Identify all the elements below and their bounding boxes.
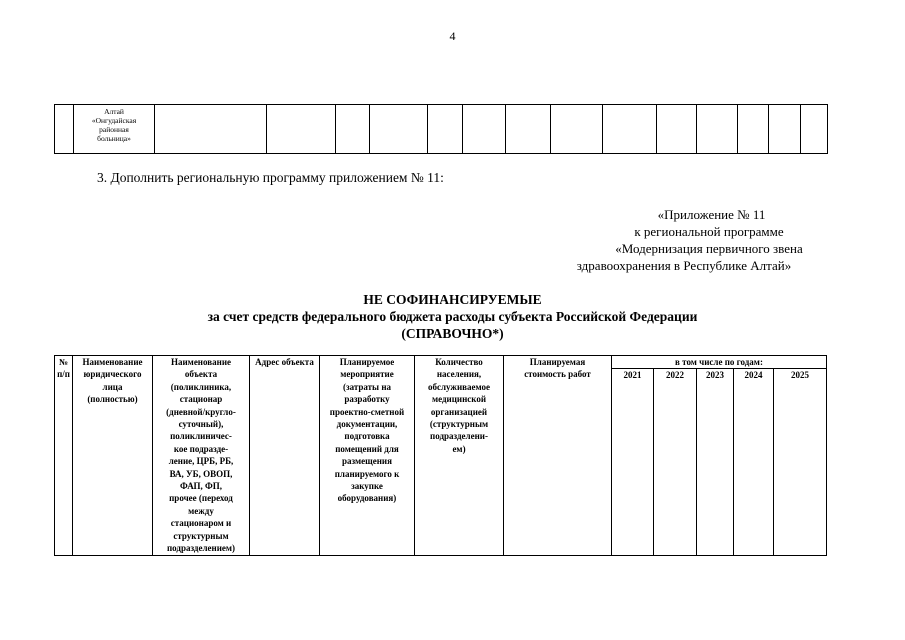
table-cell [769,105,801,154]
table-cell [463,105,506,154]
table-cell [336,105,370,154]
name-line: «Онгудайская [91,116,137,125]
col-header-object-name: Наименование объекта (поликлиника, стационар (дневной/кругло- суточный), поликлиничес- кое подразде- ление, ЦРБ, РБ, ВА, УБ, ОВОП, ФАП, ФП, прочее (переход между стационаром и структурным подразделением) [153,356,250,556]
col-header-by-years: в том числе по годам: [612,356,827,369]
page-number: 4 [449,29,456,43]
table-cell [697,105,738,154]
col-header-legal-entity: Наименование юридического лица (полностью) [73,356,153,556]
col-header-year: 2021 [612,369,654,555]
organization-name-cell [74,105,155,154]
col-header-planned-cost: Планируемая стоимость работ [504,356,612,556]
table-cell [155,105,267,154]
table-cell [370,105,428,154]
col-header-population: Количество населения, обслуживаемое медицинской организацией (структурным подразделени- ем) [415,356,504,556]
table-cell [551,105,603,154]
previous-appendix-table [54,104,828,154]
col-header-year: 2022 [654,369,697,555]
appendix-program-name: «Модернизация первичного звена [615,241,803,256]
table-header-row [55,356,827,369]
name-line: районная [99,125,129,134]
table-cell [506,105,551,154]
table-cell [801,105,828,154]
col-header-planned-measure: Планируемое мероприятие (затраты на разработку проектно-сметной документации, подготовка помещений для размещения планируемого к закупке оборудования) [320,356,415,556]
appendix-title: «Приложение № 11 [657,207,766,222]
appendix-header [524,206,844,274]
col-header-year: 2025 [774,369,827,555]
heading-line: НЕ СОФИНАНСИРУЕМЫЕ [363,292,542,307]
table-cell [657,105,697,154]
table-cell [428,105,463,154]
table-cell [55,105,74,154]
table-cell [267,105,336,154]
appendix-subtitle: к региональной программе [634,224,784,239]
table-row [55,105,828,154]
name-line: Алтай [104,107,124,116]
table-cell [738,105,769,154]
heading-line: (СПРАВОЧНО*) [401,326,504,341]
document-heading [0,291,905,342]
name-line: больница» [97,134,131,143]
instruction-text: 3. Дополнить региональную программу приложением № 11: [97,170,444,185]
col-header-number: № п/п [55,356,73,556]
table-cell [603,105,657,154]
col-header-year: 2023 [697,369,734,555]
col-header-year: 2024 [734,369,774,555]
appendix-program-name: здравоохранения в Республике Алтай» [576,258,792,273]
col-header-address: Адрес объекта [250,356,320,556]
expenses-table [54,355,827,556]
heading-line: за счет средств федерального бюджета расходы субъекта Российской Федерации [207,309,698,324]
